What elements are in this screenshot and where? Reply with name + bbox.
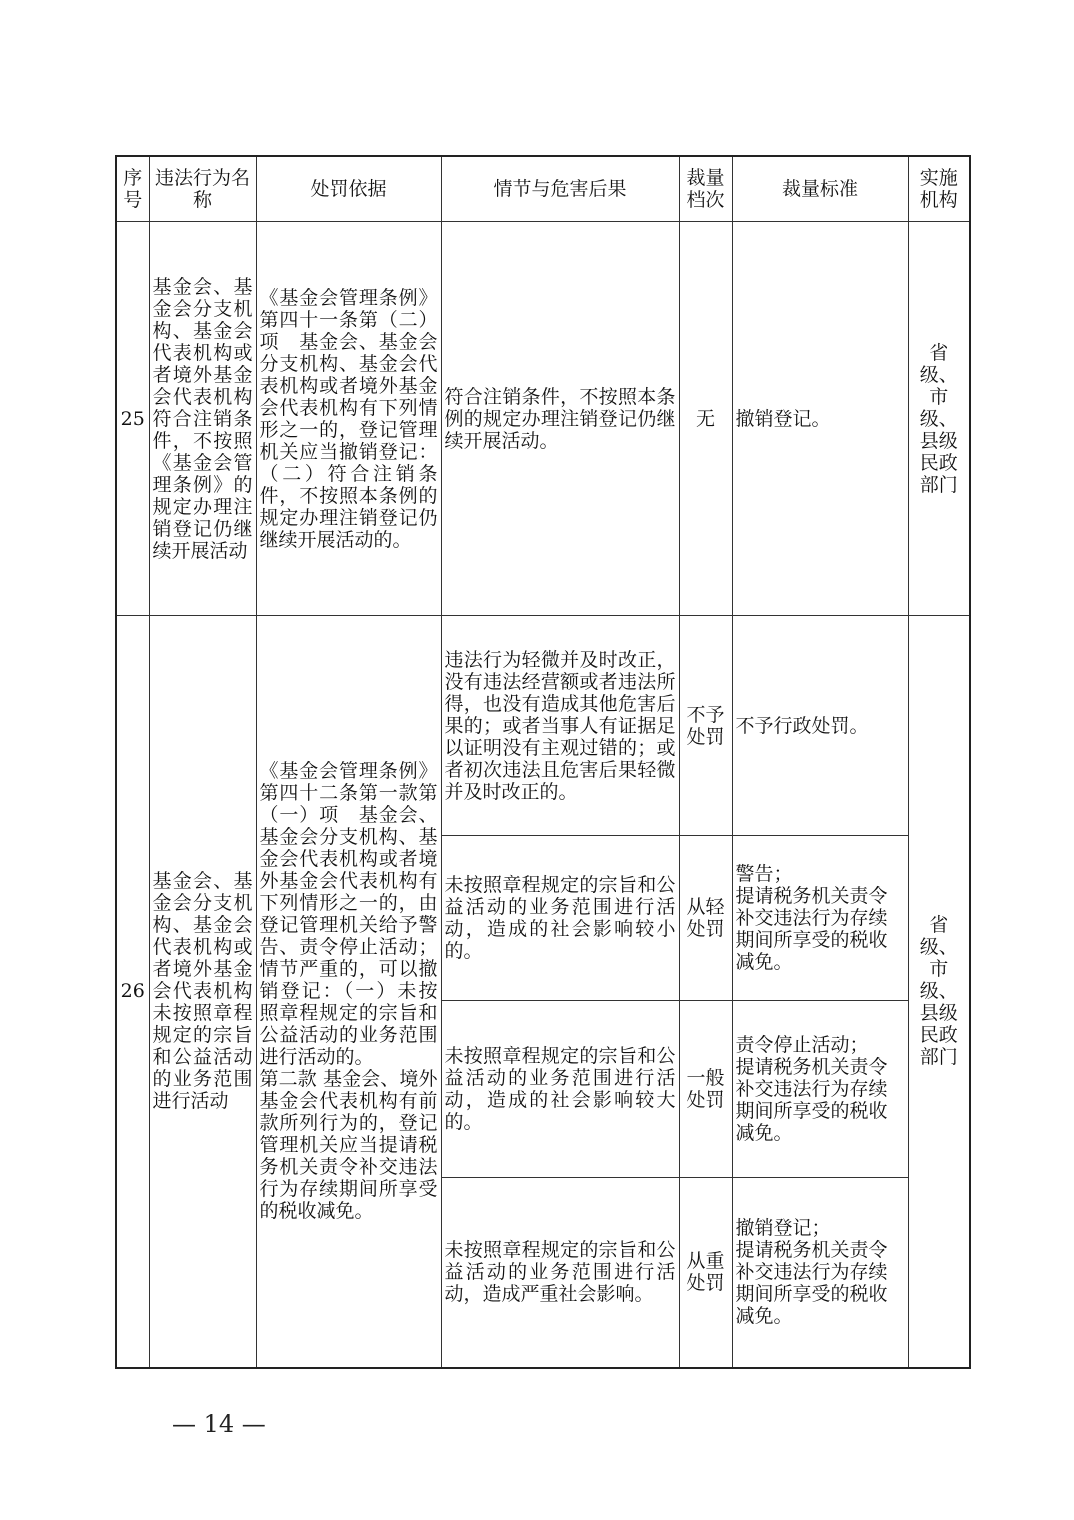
header-circumstance: 情节与危害后果 [441,156,679,222]
row26-tier4-circumstance: 未按照章程规定的宗旨和公益活动的业务范围进行活动，造成严重社会影响。 [441,1178,679,1368]
header-penalty-basis: 处罚依据 [256,156,441,222]
discretion-table [115,155,971,1369]
row26-tier1-level: 不予处罚 [679,616,732,836]
row26-tier1-standard: 不予行政处罚。 [732,616,908,836]
row26-tier3-level: 一般处罚 [679,1001,732,1178]
row26-violation-name: 基金会、基金会分支机构、基金会代表机构或者境外基金会代表机构未按照章程规定的宗旨和公益活动的业务范围进行活动 [149,616,256,1368]
table-row [116,616,970,836]
header-agency: 实施机构 [908,156,970,222]
row26-tier2-standard: 警告； 提请税务机关责令补交违法行为存续期间所享受的税收减免。 [732,836,908,1001]
row26-penalty-basis: 《基金会管理条例》第四十二条第一款第（一）项 基金会、基金会分支机构、基金会代表机构或者境外基金会代表机构有下列情形之一的，由登记管理机关给予警告、责令停止活动；情节严重的，可以撤销登记：（一）未按照章程规定的宗旨和公益活动的业务范围进行活动的。 第二款 基金会、境外基金会代表机构有前款所列行为的，登记管理机关应当提请税务机关责令补交违法行为存续期间所享受的税收减免。 [256,616,441,1368]
row26-tier2-level: 从轻处罚 [679,836,732,1001]
header-discretion-standard: 裁量标准 [732,156,908,222]
header-discretion-level: 裁量档次 [679,156,732,222]
header-seq: 序号 [116,156,149,222]
row25-discretion-standard: 撤销登记。 [732,222,908,616]
row26-tier2-circumstance: 未按照章程规定的宗旨和公益活动的业务范围进行活动，造成的社会影响较小的。 [441,836,679,1001]
table-row [116,222,970,616]
row25-agency: 省级、市级、县级民政部门 [908,222,970,616]
page-number: — 14 — [172,1410,266,1438]
row26-tier3-standard: 责令停止活动； 提请税务机关责令补交违法行为存续期间所享受的税收减免。 [732,1001,908,1178]
row26-agency: 省级、市级、县级民政部门 [908,616,970,1368]
row25-discretion-level: 无 [679,222,732,616]
row25-circumstance: 符合注销条件，不按照本条例的规定办理注销登记仍继续开展活动。 [441,222,679,616]
header-violation-name: 违法行为名称 [149,156,256,222]
row26-tier3-circumstance: 未按照章程规定的宗旨和公益活动的业务范围进行活动，造成的社会影响较大的。 [441,1001,679,1178]
table-header-row [116,156,970,222]
row26-seq: 26 [116,616,149,1368]
row25-penalty-basis: 《基金会管理条例》第四十一条第（二）项 基金会、基金会分支机构、基金会代表机构或者境外基金会代表机构有下列情形之一的，登记管理机关应当撤销登记：（二）符合注销条件，不按照本条例的规定办理注销登记仍继续开展活动的。 [256,222,441,616]
row26-tier4-standard: 撤销登记； 提请税务机关责令补交违法行为存续期间所享受的税收减免。 [732,1178,908,1368]
row26-tier4-level: 从重处罚 [679,1178,732,1368]
row25-violation-name: 基金会、基金会分支机构、基金会代表机构或者境外基金会代表机构符合注销条件，不按照《基金会管理条例》的规定办理注销登记仍继续开展活动 [149,222,256,616]
row25-seq: 25 [116,222,149,616]
row26-tier1-circumstance: 违法行为轻微并及时改正，没有违法经营额或者违法所得，也没有造成其他危害后果的；或者当事人有证据足以证明没有主观过错的；或者初次违法且危害后果轻微并及时改正的。 [441,616,679,836]
